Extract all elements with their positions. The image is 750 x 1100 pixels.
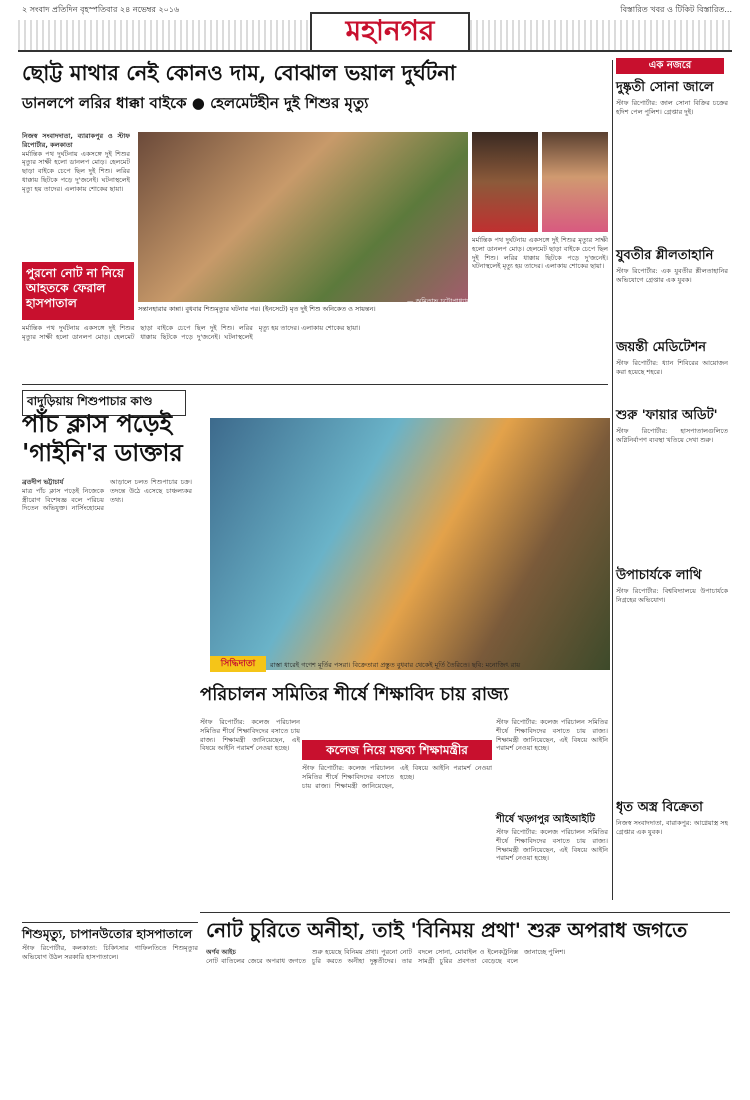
side-item (616, 78, 728, 249)
lead-byline: নিজস্ব সংবাদদাতা, ব্যারাকপুর ও স্টাফ রিপোর্টার, কলকাতা (22, 132, 130, 149)
bottom-body: নোট বাতিলের জেরে অপরাধ জগতে শুরু হয়েছে বিনিময় প্রথা। পুরনো নোট চুরি করতে অনীহা দুষ্কৃতীদের। তার বদলে সোনা, মোবাইল ও ইলেকট্রনিক্স সামগ্রী চুরির প্রবণতা বেড়েছে বলে জানাচ্ছে পুলিশ। (206, 948, 566, 965)
left-story-body: মাত্র পাঁচ ক্লাস পড়েই নিজেকে স্ত্রীরোগ বিশেষজ্ঞ বলে পরিচয় দিতেন অভিযুক্ত। নার্সিংহোমের আড়ালে চলত শিশুপাচার চক্র। তদন্তে উঠে এসেছে চাঞ্চল্যকর তথ্য। (22, 478, 192, 513)
education-body-columns: স্টাফ রিপোর্টার: কলেজ পরিচালন সমিতির শীর্ষে শিক্ষাবিদদের বসাতে চায় রাজ্য। শিক্ষামন্ত্রী জানিয়েছেন, এই বিষয়ে আইনি পরামর্শ নেওয়া হচ্ছে। (302, 764, 492, 790)
education-subhead: কলেজ নিয়ে মন্তব্য শিক্ষামন্ত্রীর (302, 740, 492, 760)
side-item (616, 246, 728, 335)
page-info: ২ সংবাদ প্রতিদিন বৃহস্পতিবার ২৪ নভেম্বর ২০১৬ (22, 5, 180, 14)
masthead-title: মহানগর (310, 12, 470, 52)
side-item-title: ধৃত অস্ত্র বিক্রেতা (616, 800, 703, 815)
lead-photo-credit: — অমিতাভ চট্টোপাধ্যায় (407, 297, 470, 305)
side-column-divider (612, 60, 613, 900)
section-divider (22, 922, 198, 923)
lead-subhead-box: পুরনো নোট না নিয়ে আহতকে ফেরাল হাসপাতাল (22, 262, 134, 320)
lead-photo (138, 132, 468, 302)
left-story-byline: ব্রতদীপ ভট্টাচার্য (22, 478, 64, 486)
side-item-body: নিজস্ব সংবাদদাতা, বারাকপুর: আগ্নেয়াস্ত্র সহ গ্রেপ্তার এক যুবক। (616, 819, 728, 836)
inset-photo-child-1 (472, 132, 538, 232)
side-item-body: স্টাফ রিপোর্টার: বিশ্ববিদ্যালয়ে উপাচার্যকে নিগ্রহের অভিযোগ। (616, 587, 728, 604)
feature-photo (210, 418, 610, 670)
section-divider (22, 384, 608, 385)
left-story-headline: পাঁচ ক্লাস পড়েই 'গাইনি'র ডাক্তার (22, 409, 183, 467)
side-item (616, 338, 728, 411)
lead-body-columns: মর্মান্তিক পথ দুর্ঘটনায় একসঙ্গে দুই শিশুর মৃত্যুর সাক্ষী হলো ডানলপ মোড়। হেলমেট ছাড়া বাইকে চেপে ছিল দুই শিশু। লরির ধাক্কায় ছিটকে পড়ে দু'জনেই। ঘটনাস্থলেই মৃত্যু হয় তাদের। এলাকায় শোকের ছায়া। (22, 324, 361, 341)
inset-photo-child-2 (542, 132, 608, 232)
skyline-right (470, 20, 732, 50)
lead-body-continued: মর্মান্তিক পথ দুর্ঘটনায় একসঙ্গে দুই শিশুর মৃত্যুর সাক্ষী হলো ডানলপ মোড়। হেলমেট ছাড়া বাইকে চেপে ছিল দুই শিশু। লরির ধাক্কায় ছিটকে পড়ে দু'জনেই। ঘটনাস্থলেই মৃত্যু হয় তাদের। এলাকায় শোকের ছায়া। (472, 236, 608, 271)
education-side-body: স্টাফ রিপোর্টার: কলেজ পরিচালন সমিতির শীর্ষে শিক্ষাবিদদের বসাতে চায় রাজ্য। শিক্ষামন্ত্রী জানিয়েছেন, এই বিষয়ে আইনি পরামর্শ নেওয়া হচ্ছে। (496, 828, 608, 863)
header-right-info: বিস্তারিত খবর ও টিকিট বিস্তারিত... (620, 5, 732, 14)
bottom-byline: অর্ণব আইচ (206, 948, 236, 956)
section-divider (200, 912, 730, 913)
lead-body: মর্মান্তিক পথ দুর্ঘটনায় একসঙ্গে দুই শিশুর মৃত্যুর সাক্ষী হলো ডানলপ মোড়। হেলমেট ছাড়া বাইকে চেপে ছিল দুই শিশু। লরির ধাক্কায় ছিটকে পড়ে দু'জনেই। ঘটনাস্থলেই মৃত্যু হয় তাদের। এলাকায় শোকের ছায়া। (22, 149, 130, 193)
side-item (616, 798, 728, 909)
side-item-title: যুবতীর শ্লীলতাহানি (616, 248, 714, 263)
masthead-banner (18, 12, 732, 52)
side-item (616, 406, 728, 575)
education-body: স্টাফ রিপোর্টার: কলেজ পরিচালন সমিতির শীর্ষে শিক্ষাবিদদের বসাতে চায় রাজ্য। শিক্ষামন্ত্রী জানিয়েছেন, এই বিষয়ে আইনি পরামর্শ নেওয়া হচ্ছে। (200, 718, 300, 753)
side-item-title: শুরু 'ফায়ার অডিট' (616, 408, 718, 423)
side-column-tag: এক নজরে (616, 58, 724, 74)
side-item-body: স্টাফ রিপোর্টার: এক যুবতীর শ্লীলতাহানির অভিযোগে গ্রেপ্তার এক যুবক। (616, 267, 728, 284)
left-bottom-body: স্টাফ রিপোর্টার, কলকাতা: চিকিৎসার গাফিলতিতে শিশুমৃত্যুর অভিযোগ উঠল সরকারি হাসপাতালে। (22, 944, 198, 961)
skyline-left (18, 20, 308, 50)
feature-photo-label: সিদ্ধিদাতা (210, 656, 266, 672)
bottom-headline: নোট চুরিতে অনীহা, তাই 'বিনিময় প্রথা' শুরু অপরাধ জগতে (206, 918, 688, 942)
lead-photo-caption: সন্তানহারার কান্না। বুধবার শিশুমৃত্যুর ঘটনার পর। (ইনসেটে) মৃত দুই শিশু অনিকেত ও সায়ন্তন। (138, 305, 376, 313)
education-side-title: শীর্ষে খড়্গপুর আইআইটি (496, 814, 595, 825)
left-story-kicker: বাদুড়িয়ায় শিশুপাচার কাণ্ড (22, 390, 186, 416)
side-item-title: জয়ন্তী মেডিটেশন (616, 340, 707, 355)
side-item (616, 566, 728, 809)
feature-photo-caption: রাস্তা ধারেই গণেশ মূর্তির পসরা। বিক্রেতারা প্রস্তুত বুধবার থেকেই মূর্তি তৈরিতে। ছবি: মনোজিৎ রায় (270, 661, 521, 669)
education-headline: পরিচালন সমিতির শীর্ষে শিক্ষাবিদ চায় রাজ্য (200, 684, 509, 705)
lead-headline: ডানলপে লরির ধাক্কা বাইকে ● হেলমেটহীন দুই শিশুর মৃত্যু (22, 94, 369, 112)
side-item-title: উপাচার্যকে লাথি (616, 568, 702, 583)
side-item-body: স্টাফ রিপোর্টার: জাল সোনা বিক্রির চক্রের হদিশ পেল পুলিশ। গ্রেপ্তার দুই। (616, 99, 728, 116)
side-item-body: স্টাফ রিপোর্টার: ধ্যান শিবিরের আয়োজন করা হয়েছে শহরে। (616, 359, 728, 376)
lead-kicker: ছোট্ট মাথার নেই কোনও দাম, বোঝাল ভয়াল দুর্ঘটনা (22, 60, 456, 85)
side-item-body: স্টাফ রিপোর্টার: হাসপাতালগুলিতে অগ্নিনির্বাপণ ব্যবস্থা খতিয়ে দেখা শুরু। (616, 427, 728, 444)
side-item-title: দুষ্কৃতী সোনা জালে (616, 80, 714, 95)
left-bottom-headline: শিশুমৃত্যু, চাপানউতোর হাসপাতালে (22, 927, 193, 941)
education-body-side: স্টাফ রিপোর্টার: কলেজ পরিচালন সমিতির শীর্ষে শিক্ষাবিদদের বসাতে চায় রাজ্য। শিক্ষামন্ত্রী জানিয়েছেন, এই বিষয়ে আইনি পরামর্শ নেওয়া হচ্ছে। (496, 718, 608, 753)
